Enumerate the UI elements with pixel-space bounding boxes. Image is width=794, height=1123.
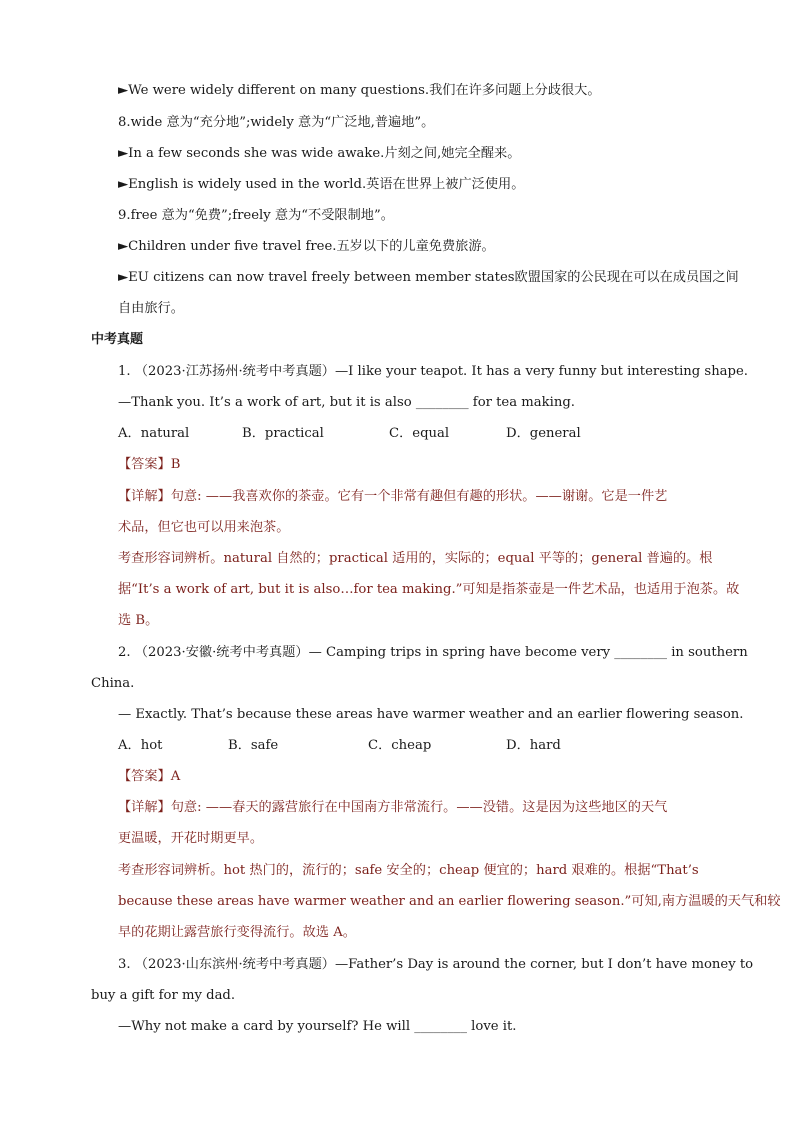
option-a: A．hot (118, 738, 163, 753)
note-line: ►We were widely different on many questions.我们在许多问题上分歧很大。 (118, 83, 601, 98)
option-b: B．practical (242, 426, 324, 441)
options-row (0, 424, 794, 444)
note-line: 9.free 意为“免费”;freely 意为“不受限制地”。 (118, 208, 394, 223)
question-stem: —Why not make a card by yourself? He will ________ love it. (118, 1019, 517, 1034)
detail-line: 术品，但它也可以用来泡茶。 (118, 520, 290, 535)
question-stem: — Exactly. That’s because these areas have warmer weather and an earlier flowering season. (118, 707, 744, 722)
detail-line: 更温暖，开花时期更早。 (118, 831, 264, 846)
note-line: ►Children under five travel free.五岁以下的儿童免费旅游。 (118, 239, 495, 254)
question-stem: 1. （2023·江苏扬州·统考中考真题）—I like your teapot. It has a very funny but interesting shape. (118, 364, 748, 379)
analysis-line: because these areas have warmer weather and an earlier flowering season.”可知,南方温暖的天气和较 (118, 894, 781, 909)
analysis-line: 早的花期让露营旅行变得流行。故选 A。 (118, 925, 356, 940)
question-stem: 3. （2023·山东滨州·统考中考真题）—Father’s Day is around the corner, but I don’t have money to (118, 957, 754, 972)
detail-line: 【详解】句意: ——我喜欢你的茶壶。它有一个非常有趣但有趣的形状。——谢谢。它是一件艺 (118, 489, 668, 504)
option-a: A．natural (118, 426, 190, 441)
question-stem: buy a gift for my dad. (91, 988, 236, 1003)
answer-line: 【答案】B (118, 457, 181, 472)
note-line: ►In a few seconds she was wide awake.片刻之间,她完全醒来。 (118, 146, 521, 161)
options-row (0, 736, 794, 756)
analysis-line: 考查形容词辨析。hot 热门的，流行的；safe 安全的；cheap 便宜的；hard 艰难的。根据“That’s (118, 863, 699, 878)
note-line: 自由旅行。 (118, 301, 184, 316)
answer-line: 【答案】A (118, 769, 181, 784)
option-c: C．cheap (368, 738, 432, 753)
note-line: 8.wide 意为“充分地”;widely 意为“广泛地,普遍地”。 (118, 115, 435, 130)
note-line: ►English is widely used in the world.英语在世界上被广泛使用。 (118, 177, 525, 192)
detail-line: 【详解】句意: ——春天的露营旅行在中国南方非常流行。——没错。这是因为这些地区的天气 (118, 800, 668, 815)
question-stem: —Thank you. It’s a work of art, but it is also ________ for tea making. (118, 395, 575, 410)
question-stem: China. (91, 676, 135, 691)
question-stem: 2. （2023·安徽·统考中考真题）— Camping trips in spring have become very ________ in southern (118, 645, 748, 660)
analysis-line: 选 B。 (118, 613, 159, 628)
option-d: D．hard (506, 738, 561, 753)
option-d: D．general (506, 426, 581, 441)
analysis-line: 据“It’s a work of art, but it is also…for tea making.”可知是指茶壶是一件艺术品，也适用于泡茶。故 (118, 582, 740, 597)
option-c: C．equal (389, 426, 450, 441)
analysis-line: 考查形容词辨析。natural 自然的；practical 适用的，实际的；equal 平等的；general 普遍的。根 (118, 551, 713, 566)
note-line: ►EU citizens can now travel freely between member states欧盟国家的公民现在可以在成员国之间 (118, 270, 739, 285)
option-b: B．safe (228, 738, 279, 753)
section-title: 中考真题 (91, 332, 144, 347)
